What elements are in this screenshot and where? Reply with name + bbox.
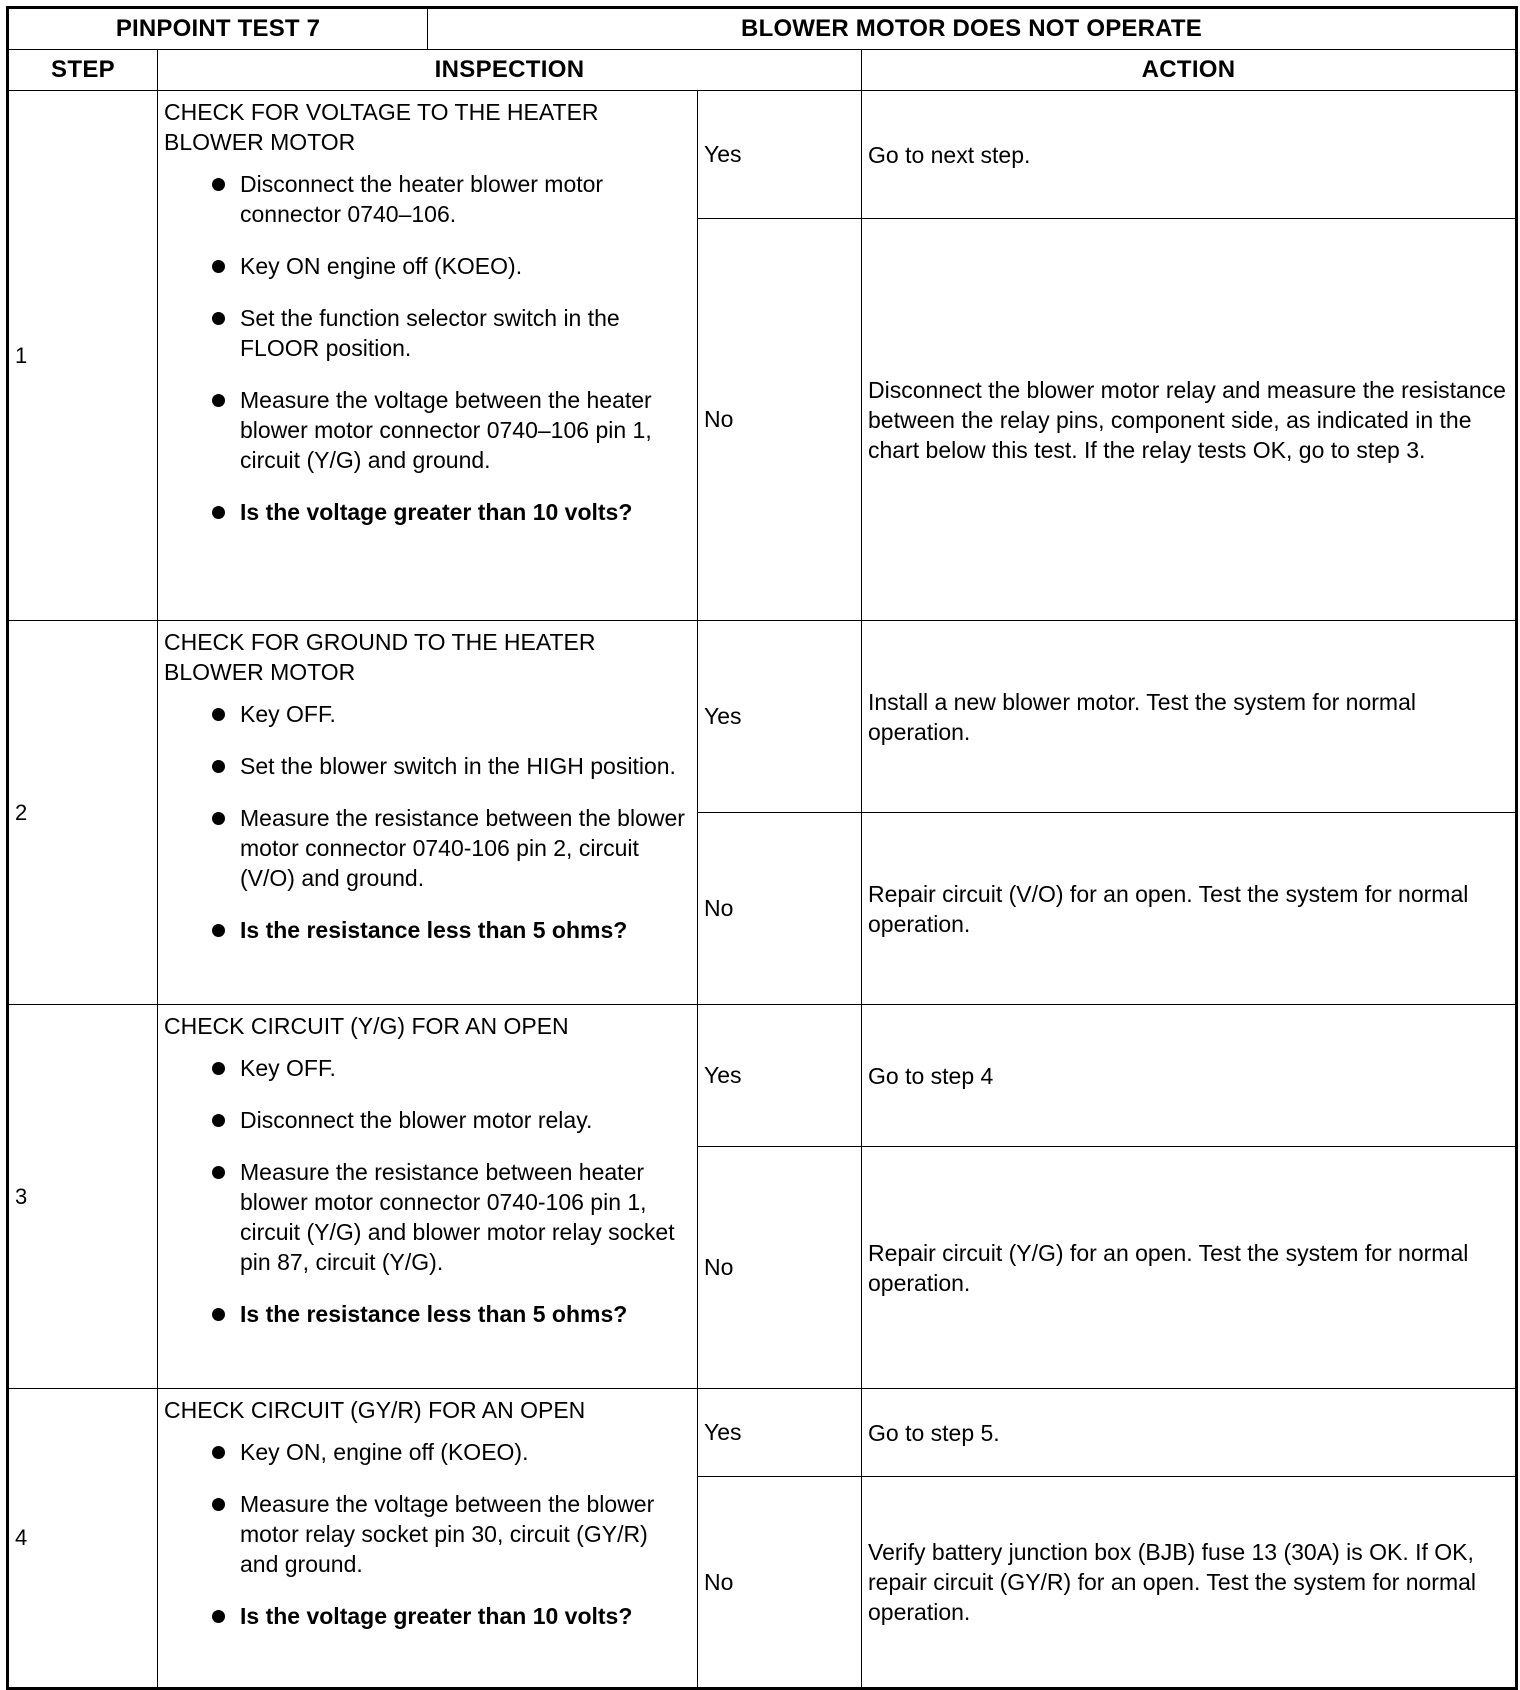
step-inspection [158,1005,698,1389]
bullet-item: Measure the resistance between heater blower motor connector 0740-106 pin 1, circuit (Y/G) and blower motor relay socket pin 87, circuit (Y/G). [164,1157,689,1277]
no-action: Verify battery junction box (BJB) fuse 13 (30A) is OK. If OK, repair circuit (GY/R) for an open. Test the system for normal operation. [862,1477,1517,1689]
bullet-icon [212,1498,225,1511]
inspection-header: INSPECTION [158,50,862,91]
step-number: 2 [8,621,158,1005]
no-label: No [698,219,862,621]
step-question: Is the resistance less than 5 ohms? [164,1299,689,1329]
yes-action: Go to step 4 [862,1005,1517,1147]
no-action: Repair circuit (V/O) for an open. Test the system for normal operation. [862,813,1517,1005]
bullet-item: Measure the resistance between the blower motor connector 0740-106 pin 2, circuit (V/O) and ground. [164,803,689,893]
step-title: CHECK FOR GROUND TO THE HEATER BLOWER MOTOR [164,629,596,685]
bullet-item: Disconnect the heater blower motor connector 0740–106. [164,169,689,229]
no-action: Repair circuit (Y/G) for an open. Test the system for normal operation. [862,1147,1517,1389]
bullet-icon [212,1166,225,1179]
bullet-icon [212,312,225,325]
bullet-item: Key OFF. [164,699,689,729]
bullet-icon [212,1610,225,1623]
bullet-item: Measure the voltage between the blower motor relay socket pin 30, circuit (GY/R) and ground. [164,1489,689,1579]
no-label: No [698,813,862,1005]
header-row [8,50,1517,91]
action-header: ACTION [862,50,1517,91]
bullet-icon [212,260,225,273]
bullet-icon [212,760,225,773]
yes-action: Install a new blower motor. Test the system for normal operation. [862,621,1517,813]
step-bullets [164,699,689,945]
bullet-icon [212,812,225,825]
bullet-item: Key ON, engine off (KOEO). [164,1437,689,1467]
bullet-item: Set the function selector switch in the FLOOR position. [164,303,689,363]
step-row-3-yes [8,1005,1517,1147]
step-inspection [158,91,698,621]
test-title: PINPOINT TEST 7 [8,8,428,50]
bullet-icon [212,394,225,407]
step-question: Is the voltage greater than 10 volts? [164,497,689,527]
yes-label: Yes [698,1005,862,1147]
bullet-item: Key ON engine off (KOEO). [164,251,689,281]
step-inspection [158,1389,698,1689]
yes-action: Go to step 5. [862,1389,1517,1477]
no-label: No [698,1147,862,1389]
step-number: 1 [8,91,158,621]
bullet-icon [212,924,225,937]
step-number: 4 [8,1389,158,1689]
step-title: CHECK CIRCUIT (Y/G) FOR AN OPEN [164,1013,569,1039]
step-question: Is the voltage greater than 10 volts? [164,1601,689,1631]
step-number: 3 [8,1005,158,1389]
step-question: Is the resistance less than 5 ohms? [164,915,689,945]
yes-action: Go to next step. [862,91,1517,219]
bullet-icon [212,1114,225,1127]
yes-label: Yes [698,621,862,813]
yes-label: Yes [698,1389,862,1477]
bullet-item: Set the blower switch in the HIGH position. [164,751,689,781]
step-bullets [164,1053,689,1329]
pinpoint-test-table [6,6,1518,1690]
step-bullets [164,1437,689,1631]
step-row-2-yes [8,621,1517,813]
step-title: CHECK FOR VOLTAGE TO THE HEATER BLOWER MOTOR [164,99,599,155]
bullet-item: Measure the voltage between the heater blower motor connector 0740–106 pin 1, circuit (Y/G) and ground. [164,385,689,475]
step-header: STEP [8,50,158,91]
step-row-4-yes [8,1389,1517,1477]
step-bullets [164,169,689,527]
bullet-icon [212,1446,225,1459]
title-row [8,8,1517,50]
bullet-icon [212,708,225,721]
bullet-icon [212,1308,225,1321]
step-row-1-yes [8,91,1517,219]
bullet-icon [212,1062,225,1075]
bullet-icon [212,178,225,191]
yes-label: Yes [698,91,862,219]
no-label: No [698,1477,862,1689]
bullet-item: Key OFF. [164,1053,689,1083]
step-inspection [158,621,698,1005]
bullet-item: Disconnect the blower motor relay. [164,1105,689,1135]
bullet-icon [212,506,225,519]
no-action: Disconnect the blower motor relay and measure the resistance between the relay pins, component side, as indicated in the chart below this test. If the relay tests OK, go to step 3. [862,219,1517,621]
step-title: CHECK CIRCUIT (GY/R) FOR AN OPEN [164,1397,586,1423]
test-subject: BLOWER MOTOR DOES NOT OPERATE [428,8,1517,50]
